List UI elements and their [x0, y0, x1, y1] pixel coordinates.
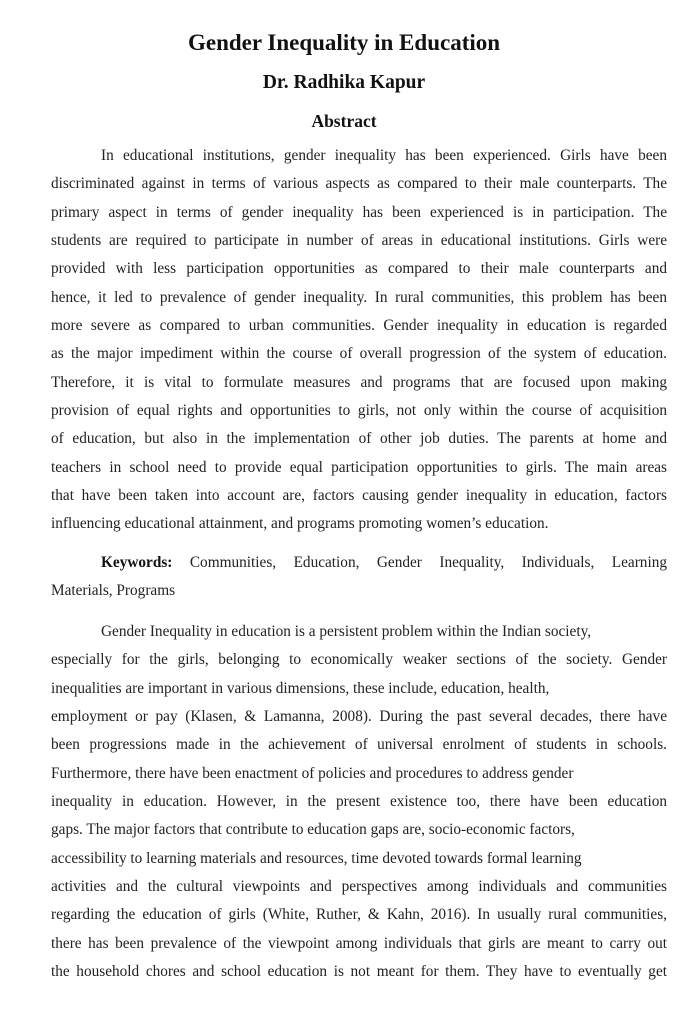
abstract-line: provided with less participation opportunities as compared to their male counterparts and: [51, 260, 667, 278]
abstract-line: Therefore, it is vital to formulate measures and programs that are focused upon making: [51, 373, 667, 391]
abstract-heading: Abstract: [311, 111, 377, 131]
body-line: activities and the cultural viewpoints and perspectives among individuals and communities: [51, 878, 667, 896]
abstract-line: students are required to participate in number of areas in educational institutions. Girls were: [51, 232, 667, 250]
document-title: Gender Inequality in Education: [187, 30, 501, 55]
abstract-line: In educational institutions, gender inequality has been experienced. Girls have been: [101, 147, 667, 164]
document-author: Dr. Radhika Kapur: [262, 72, 426, 93]
body-line: Gender Inequality in education is a persistent problem within the Indian society,: [101, 623, 592, 640]
body-paragraph: [51, 618, 667, 986]
abstract-line: influencing educational attainment, and programs promoting women’s education.: [51, 515, 549, 533]
abstract-paragraph: [51, 142, 667, 539]
body-line: employment or pay (Klasen, & Lamanna, 2008). During the past several decades, there have: [51, 708, 667, 726]
body-line: Furthermore, there have been enactment of policies and procedures to address gender: [51, 764, 574, 782]
body-line: inequality in education. However, in the present existence too, there have been education: [51, 793, 667, 811]
keywords-line-continued: Materials, Programs: [51, 582, 176, 600]
keywords-list: Communities, Education, Gender Inequality, Individuals, Learning: [172, 554, 667, 571]
body-line: especially for the girls, belonging to economically weaker sections of the society. Gender: [51, 651, 667, 669]
keywords-line: [51, 549, 667, 577]
body-line: regarding the education of girls (White, Ruther, & Kahn, 2016). In usually rural communities,: [51, 906, 667, 924]
body-line: there has been prevalence of the viewpoint among individuals that girls are meant to carry out: [51, 934, 667, 952]
body-line: accessibility to learning materials and resources, time devoted towards formal learning: [51, 849, 582, 867]
abstract-line: hence, it led to prevalence of gender inequality. In rural communities, this problem has been: [51, 288, 667, 306]
body-line: inequalities are important in various dimensions, these include, education, health,: [51, 679, 550, 697]
abstract-line: that have been taken into account are, factors causing gender inequality in education, factors: [51, 487, 667, 505]
abstract-line: more severe as compared to urban communities. Gender inequality in education is regarded: [51, 317, 667, 335]
abstract-line: of education, but also in the implementation of other job duties. The parents at home and: [51, 430, 667, 448]
body-line: gaps. The major factors that contribute to education gaps are, socio-economic factors,: [51, 821, 575, 839]
keywords-paragraph: [51, 549, 667, 606]
abstract-line: teachers in school need to provide equal participation opportunities to girls. The main areas: [51, 458, 667, 476]
body-line: the household chores and school education is not meant for them. They have to eventually get: [51, 963, 667, 981]
body-line: been progressions made in the achievement of universal enrolment of students in schools.: [51, 736, 667, 754]
abstract-line: provision of equal rights and opportunities to girls, not only within the course of acquisition: [51, 402, 667, 420]
abstract-line: primary aspect in terms of gender inequality has been experienced is in participation. The: [51, 203, 667, 221]
abstract-line: as the major impediment within the course of overall progression of the system of education.: [51, 345, 667, 363]
abstract-line: discriminated against in terms of various aspects as compared to their male counterparts. The: [51, 175, 667, 193]
keywords-label: Keywords:: [101, 554, 173, 571]
